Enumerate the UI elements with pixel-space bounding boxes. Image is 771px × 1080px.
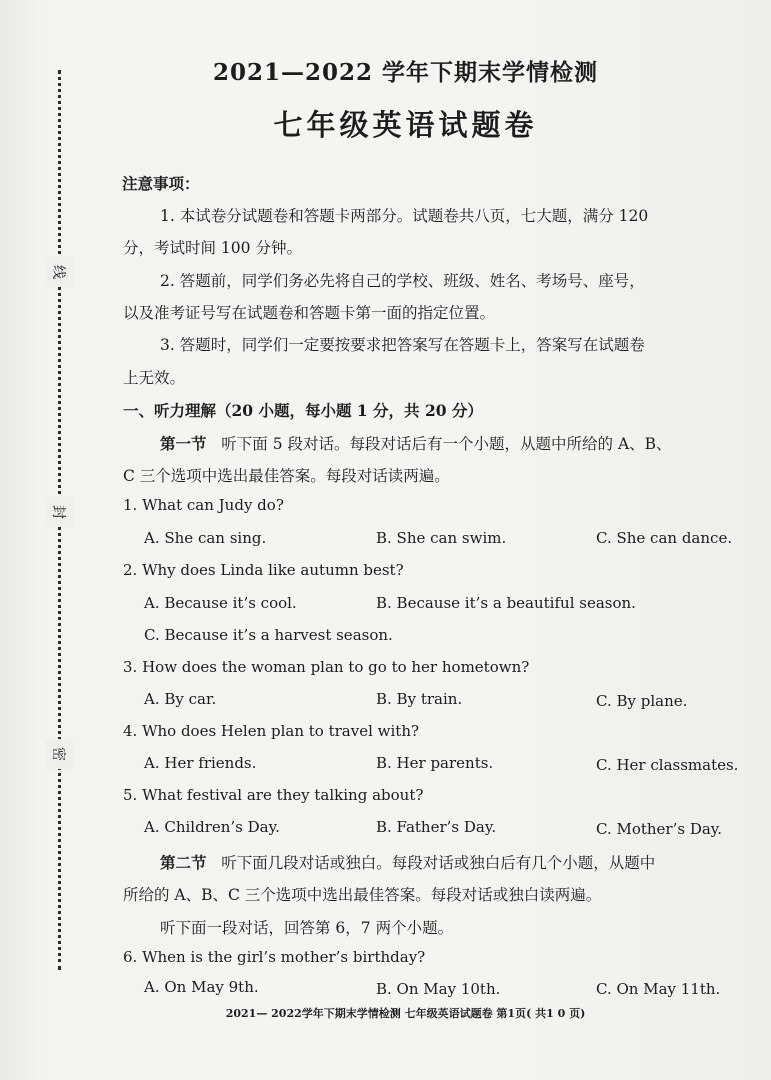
page-title: 2021—2022 学年下期末学情检测 xyxy=(212,59,599,86)
question-3: 3. How does the woman plan to go to her hometown? xyxy=(123,658,530,676)
question-4: 4. Who does Helen plan to travel with? xyxy=(123,722,420,740)
part-1-line-1-text: 听下面 5 段对话。每段对话后有一个小题，从题中所给的 A、B、 xyxy=(221,435,672,453)
q5-option-c: C. Mother’s Day. xyxy=(596,820,723,838)
note-1-line-2: 分，考试时间 100 分钟。 xyxy=(123,239,302,257)
q1-option-a: A. She can sing. xyxy=(144,529,267,547)
part-1-instruction-line-2: C 三个选项中选出最佳答案。每段对话读两遍。 xyxy=(123,467,450,485)
q1-option-c: C. She can dance. xyxy=(596,529,733,547)
q4-option-c: C. Her classmates. xyxy=(596,756,739,774)
part-2-instruction-line-2: 所给的 A、B、C 三个选项中选出最佳答案。每段对话或独白读两遍。 xyxy=(123,886,602,904)
q3-option-c: C. By plane. xyxy=(596,692,688,710)
note-3-line-2: 上无效。 xyxy=(123,369,186,387)
q2-option-c: C. Because it’s a harvest season. xyxy=(144,626,393,644)
part-1-label: 第一节 xyxy=(160,434,207,453)
section-1-heading: 一、听力理解（20 小题，每小题 1 分，共 20 分） xyxy=(123,401,483,420)
binding-mark-xian: 线 xyxy=(45,257,73,287)
q6-option-a: A. On May 9th. xyxy=(144,978,259,996)
part-2-label: 第二节 xyxy=(160,853,207,872)
note-2-line-1: 2. 答题前，同学们务必先将自己的学校、班级、姓名、考场号、座号， xyxy=(160,272,645,290)
q4-option-a: A. Her friends. xyxy=(144,754,257,772)
binding-mark-mi: 密 xyxy=(45,739,73,769)
question-6: 6. When is the girl’s mother’s birthday? xyxy=(123,948,426,966)
q3-option-a: A. By car. xyxy=(144,690,217,708)
q2-option-b: B. Because it’s a beautiful season. xyxy=(376,594,636,612)
q1-option-b: B. She can swim. xyxy=(376,529,507,547)
page-footer: 2021— 2022学年下期末学情检测 七年级英语试题卷 第1页( 共1 0 页) xyxy=(225,1007,586,1020)
q6-option-b: B. On May 10th. xyxy=(376,980,501,998)
q2-option-a: A. Because it’s cool. xyxy=(144,594,297,612)
q3-option-b: B. By train. xyxy=(376,690,463,708)
question-1: 1. What can Judy do? xyxy=(123,496,284,514)
q5-option-a: A. Children’s Day. xyxy=(144,818,280,836)
q4-option-b: B. Her parents. xyxy=(376,754,494,772)
question-5: 5. What festival are they talking about? xyxy=(123,786,424,804)
part-2-instruction-line-1 xyxy=(160,851,655,873)
note-3-line-1: 3. 答题时，同学们一定要按要求把答案写在答题卡上，答案写在试题卷 xyxy=(160,336,645,354)
notes-heading: 注意事项： xyxy=(122,174,200,193)
part-2-dialogue-instruction: 听下面一段对话，回答第 6，7 两个小题。 xyxy=(160,919,454,937)
binding-mark-feng: 封 xyxy=(45,497,73,527)
page-subtitle: 七年级英语试题卷 xyxy=(273,108,538,142)
q6-option-c: C. On May 11th. xyxy=(596,980,721,998)
note-2-line-2: 以及准考证号写在试题卷和答题卡第一面的指定位置。 xyxy=(123,304,496,322)
part-1-instruction-line-1 xyxy=(160,432,672,454)
q5-option-b: B. Father’s Day. xyxy=(376,818,497,836)
question-2: 2. Why does Linda like autumn best? xyxy=(123,561,404,579)
note-1-line-1: 1. 本试卷分试题卷和答题卡两部分。试题卷共八页，七大题，满分 120 xyxy=(160,207,649,225)
part-2-line-1-text: 听下面几段对话或独白。每段对话或独白后有几个小题，从题中 xyxy=(221,854,656,872)
